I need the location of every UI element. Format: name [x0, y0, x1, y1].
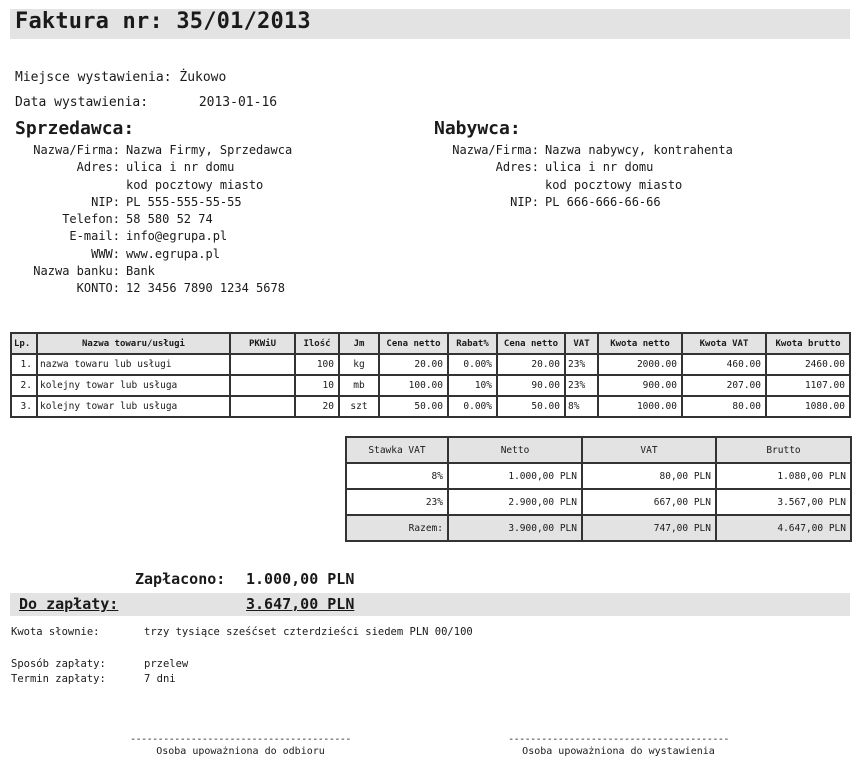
items-header-row — [11, 333, 850, 354]
field-label: Adres: — [76, 160, 120, 175]
cell-discount: 10% — [448, 375, 497, 396]
cell-gross-amount: 2460.00 — [766, 354, 850, 375]
cell-lp: 2. — [11, 375, 37, 396]
cell-net-amount: 1000.00 — [598, 396, 682, 417]
col-header-net: Netto — [448, 437, 582, 463]
col-header-vat-amount: Kwota VAT — [682, 333, 766, 354]
paid-label: Zapłacono: — [135, 570, 226, 588]
cell-name: kolejny towar lub usługa — [37, 375, 230, 396]
cell-unit: mb — [339, 375, 379, 396]
cell-gross: 3.567,00 PLN — [716, 489, 851, 515]
amount-in-words-value: trzy tysiące sześćset czterdzieści siedem PLN 00/100 — [144, 626, 473, 638]
signature-issuer-label: Osoba upoważniona do wystawienia — [522, 746, 715, 757]
signature-line: ---------------------------------------- — [508, 734, 729, 745]
signature-receiver — [88, 734, 393, 758]
seller-row-address — [15, 159, 292, 176]
field-label: E-mail: — [69, 229, 120, 244]
seller-details — [15, 142, 292, 298]
cell-vat-rate: 23% — [346, 489, 448, 515]
issue-place-value: Żukowo — [179, 70, 227, 85]
buyer-row-address — [434, 159, 733, 176]
cell-gross-amount: 1107.00 — [766, 375, 850, 396]
cell-total-gross: 4.647,00 PLN — [716, 515, 851, 541]
cell-discount: 0.00% — [448, 396, 497, 417]
vat-summary-header-row — [346, 437, 851, 463]
cell-net-price: 100.00 — [379, 375, 448, 396]
field-value: kod pocztowy miasto — [545, 177, 683, 192]
issue-date — [15, 94, 277, 112]
signature-receiver-label: Osoba upoważniona do odbioru — [156, 746, 325, 757]
col-header-discount: Rabat% — [448, 333, 497, 354]
field-value: www.egrupa.pl — [126, 246, 220, 261]
cell-gross-amount: 1080.00 — [766, 396, 850, 417]
amount-due-value: 3.647,00 PLN — [246, 595, 355, 613]
buyer-title: Nabywca: — [434, 118, 521, 139]
col-header-unit: Jm — [339, 333, 379, 354]
issue-date-label: Data wystawienia: — [15, 95, 149, 110]
cell-vat-rate: 23% — [565, 375, 598, 396]
col-header-vat-rate: Stawka VAT — [346, 437, 448, 463]
field-label: NIP: — [91, 194, 120, 209]
col-header-vat: VAT — [582, 437, 716, 463]
field-value: PL 666-666-66-66 — [545, 194, 661, 209]
issue-place — [15, 69, 226, 87]
cell-discount: 0.00% — [448, 354, 497, 375]
col-header-qty: Ilość — [295, 333, 339, 354]
paid-value: 1.000,00 PLN — [246, 570, 355, 588]
field-label: Telefon: — [62, 212, 120, 227]
cell-pkwiu — [230, 396, 295, 417]
field-label: Nazwa banku: — [33, 264, 120, 279]
cell-qty: 100 — [295, 354, 339, 375]
field-value: kod pocztowy miasto — [126, 177, 264, 192]
cell-pkwiu — [230, 375, 295, 396]
vat-summary-total-row — [346, 515, 851, 541]
col-header-pkwiu: PKWiU — [230, 333, 295, 354]
buyer-row-name — [434, 142, 733, 159]
field-label: WWW: — [91, 246, 120, 261]
seller-row-email — [15, 228, 292, 245]
amount-due-band — [10, 593, 850, 616]
invoice-title: Faktura nr: 35/01/2013 — [15, 9, 311, 34]
cell-total-label: Razem: — [346, 515, 448, 541]
field-value: Nazwa Firmy, Sprzedawca — [126, 143, 293, 157]
vat-summary-row — [346, 489, 851, 515]
field-value: Bank — [126, 264, 155, 279]
vat-summary-table — [345, 436, 852, 542]
buyer-row-nip — [434, 194, 733, 211]
col-header-gross: Brutto — [716, 437, 851, 463]
cell-net-price: 50.00 — [379, 396, 448, 417]
cell-name: kolejny towar lub usługa — [37, 396, 230, 417]
cell-vat-amount: 460.00 — [682, 354, 766, 375]
field-label — [15, 177, 126, 194]
issue-date-value: 2013-01-16 — [198, 95, 278, 110]
signature-issuer — [466, 734, 771, 758]
cell-net-price-after-discount: 20.00 — [497, 354, 565, 375]
cell-pkwiu — [230, 354, 295, 375]
cell-unit: szt — [339, 396, 379, 417]
seller-title: Sprzedawca: — [15, 118, 135, 139]
cell-gross: 1.080,00 PLN — [716, 463, 851, 489]
payment-method-value: przelew — [144, 658, 189, 670]
cell-total-net: 3.900,00 PLN — [448, 515, 582, 541]
issue-place-label: Miejsce wystawienia: — [15, 70, 172, 85]
cell-net-amount: 2000.00 — [598, 354, 682, 375]
col-header-net-amount: Kwota netto — [598, 333, 682, 354]
items-table — [10, 332, 851, 418]
table-row — [11, 375, 850, 396]
table-row — [11, 354, 850, 375]
seller-row-nip — [15, 194, 292, 211]
payment-term-value: 7 dni — [144, 673, 176, 685]
col-header-gross-amount: Kwota brutto — [766, 333, 850, 354]
field-value: ulica i nr domu — [545, 160, 654, 175]
cell-vat-rate: 23% — [565, 354, 598, 375]
cell-vat-amount: 207.00 — [682, 375, 766, 396]
cell-qty: 10 — [295, 375, 339, 396]
cell-vat: 80,00 PLN — [582, 463, 716, 489]
seller-row-city — [15, 177, 292, 194]
seller-row-bank — [15, 263, 292, 280]
seller-row-name — [15, 142, 292, 159]
cell-net-amount: 900.00 — [598, 375, 682, 396]
cell-lp: 3. — [11, 396, 37, 417]
table-row — [11, 396, 850, 417]
field-value: 12 3456 7890 1234 5678 — [126, 281, 285, 296]
seller-row-www — [15, 246, 292, 263]
field-label: KONTO: — [76, 281, 120, 296]
cell-lp: 1. — [11, 354, 37, 375]
field-label: NIP: — [510, 194, 539, 209]
col-header-vat-rate: VAT — [565, 333, 598, 354]
amount-in-words — [11, 625, 473, 639]
buyer-details — [434, 142, 733, 211]
field-value: 58 580 52 74 — [126, 212, 213, 227]
field-value: PL 555-555-55-55 — [126, 194, 242, 209]
col-header-net-price-after-discount: Cena netto — [497, 333, 565, 354]
col-header-name: Nazwa towaru/usługi — [37, 333, 230, 354]
cell-unit: kg — [339, 354, 379, 375]
payment-term — [11, 672, 176, 686]
field-value: Nazwa nabywcy, kontrahenta — [545, 143, 733, 157]
cell-vat-rate: 8% — [565, 396, 598, 417]
col-header-lp: Lp. — [11, 333, 37, 354]
cell-qty: 20 — [295, 396, 339, 417]
cell-vat-amount: 80.00 — [682, 396, 766, 417]
signature-line: ---------------------------------------- — [130, 734, 351, 745]
seller-row-account — [15, 280, 292, 297]
payment-method-label: Sposób zapłaty: — [11, 658, 106, 670]
cell-net: 1.000,00 PLN — [448, 463, 582, 489]
col-header-net-price: Cena netto — [379, 333, 448, 354]
field-label: Nazwa/Firma: — [452, 143, 539, 157]
cell-vat: 667,00 PLN — [582, 489, 716, 515]
cell-net-price-after-discount: 90.00 — [497, 375, 565, 396]
cell-net-price-after-discount: 50.00 — [497, 396, 565, 417]
cell-name: nazwa towaru lub usługi — [37, 354, 230, 375]
cell-total-vat: 747,00 PLN — [582, 515, 716, 541]
cell-vat-rate: 8% — [346, 463, 448, 489]
cell-net: 2.900,00 PLN — [448, 489, 582, 515]
buyer-row-city — [434, 177, 733, 194]
field-value: info@egrupa.pl — [126, 229, 228, 244]
field-label: Nazwa/Firma: — [33, 143, 120, 157]
cell-net-price: 20.00 — [379, 354, 448, 375]
field-label: Adres: — [495, 160, 539, 175]
vat-summary-row — [346, 463, 851, 489]
field-label — [434, 177, 545, 194]
seller-row-phone — [15, 211, 292, 228]
payment-method — [11, 657, 188, 671]
field-value: ulica i nr domu — [126, 160, 235, 175]
amount-due-label: Do zapłaty: — [19, 595, 119, 613]
payment-term-label: Termin zapłaty: — [11, 673, 106, 685]
amount-in-words-label: Kwota słownie: — [11, 626, 100, 638]
paid-amount — [135, 569, 354, 589]
